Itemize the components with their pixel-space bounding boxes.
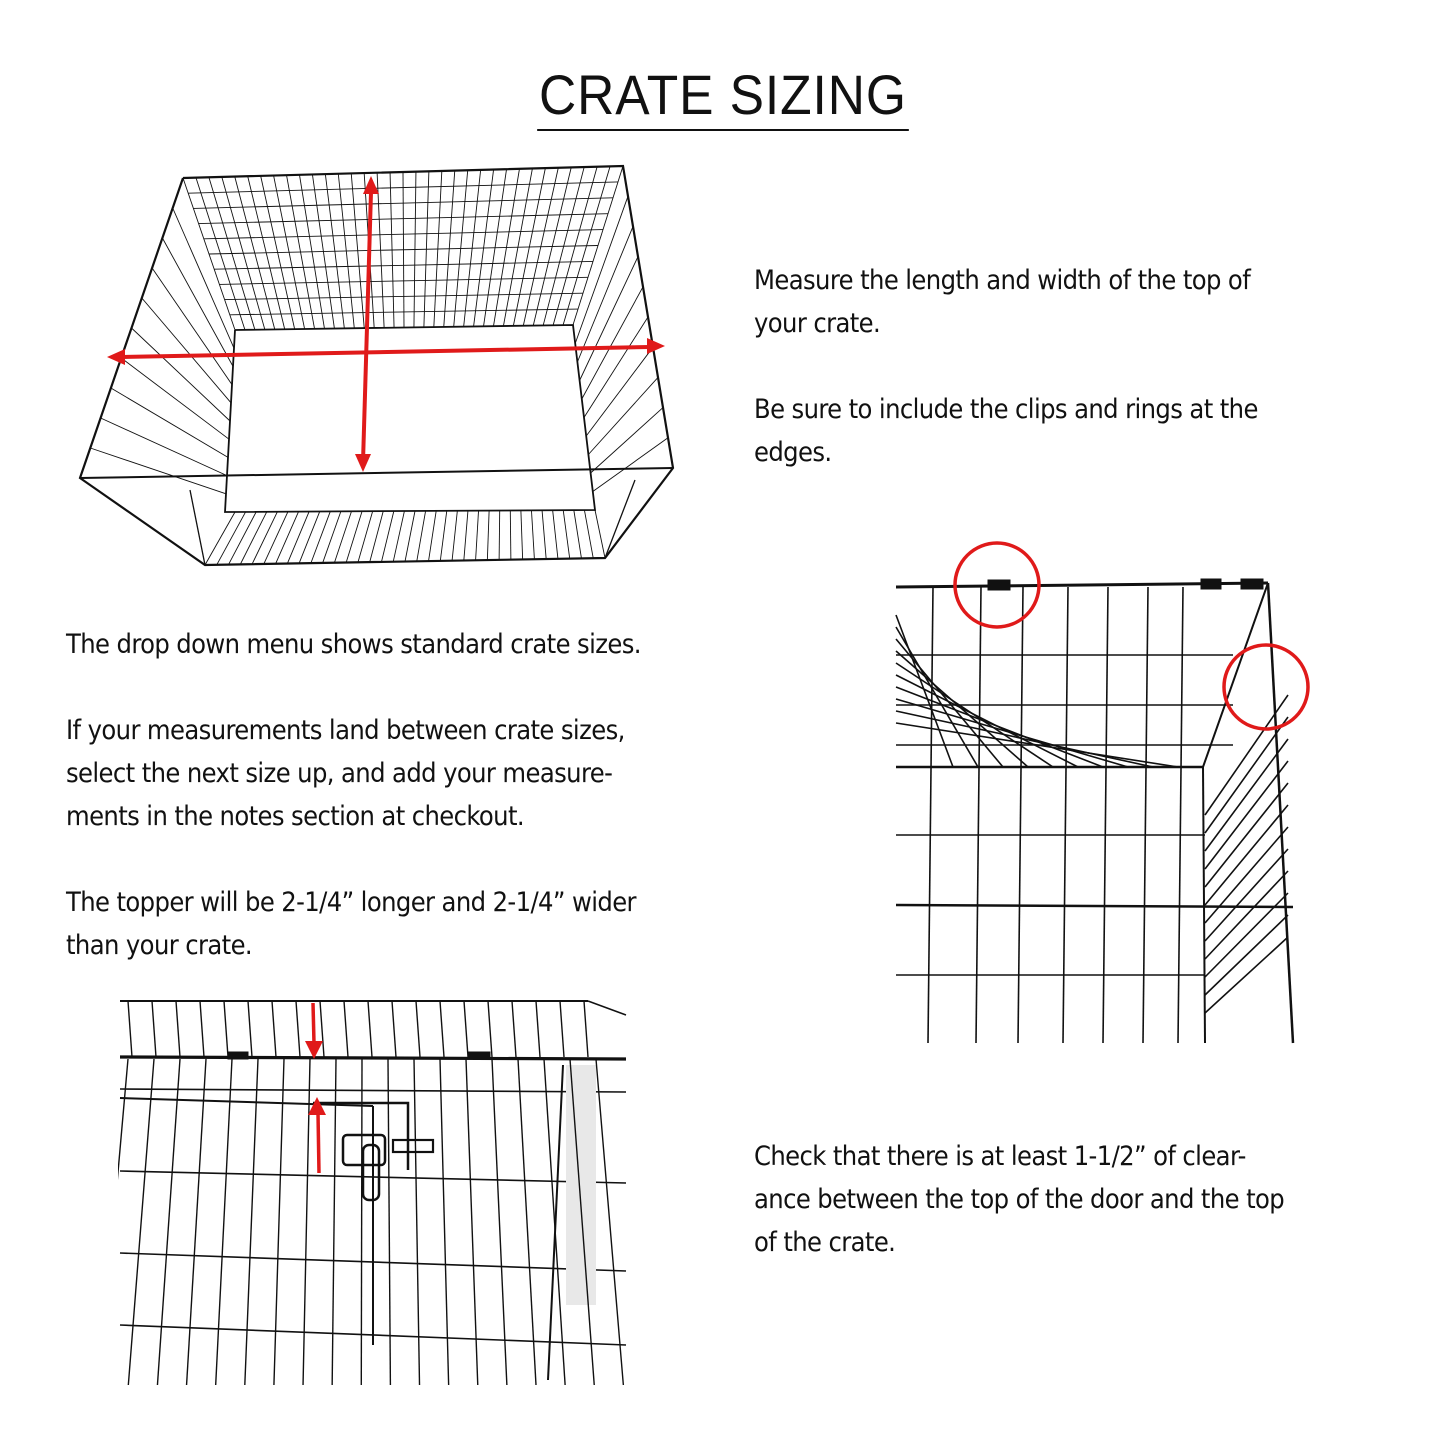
- dropdown-instructions: [66, 623, 766, 967]
- measure-instructions: [754, 259, 1394, 474]
- measure-line-4: edges.: [754, 437, 832, 468]
- page-title: [0, 62, 1445, 131]
- dropdown-line-5: The topper will be 2-1/4” longer and 2-1/4” wider: [66, 887, 636, 918]
- dropdown-line-4: ments in the notes section at checkout.: [66, 801, 524, 832]
- clearance-instructions: [754, 1135, 1394, 1264]
- clearance-line-3: of the crate.: [754, 1227, 896, 1258]
- clearance-line-2: ance between the top of the door and the top: [754, 1184, 1285, 1215]
- dropdown-line-2: If your measurements land between crate sizes,: [66, 715, 625, 746]
- dropdown-line-1: The drop down menu shows standard crate sizes.: [66, 629, 641, 660]
- page-title-text: CRATE SIZING: [537, 65, 909, 131]
- crate-door-clearance-image: [118, 995, 630, 1385]
- crate-corner-image: [893, 535, 1313, 1047]
- clearance-line-1: Check that there is at least 1-1/2” of clear-: [754, 1141, 1246, 1172]
- dropdown-line-6: than your crate.: [66, 930, 253, 961]
- dropdown-line-3: select the next size up, and add your measure-: [66, 758, 613, 789]
- crate-top-view-image: [75, 160, 675, 580]
- measure-line-1: Measure the length and width of the top of: [754, 265, 1251, 296]
- measure-line-3: Be sure to include the clips and rings at the: [754, 394, 1258, 425]
- measure-line-2: your crate.: [754, 308, 881, 339]
